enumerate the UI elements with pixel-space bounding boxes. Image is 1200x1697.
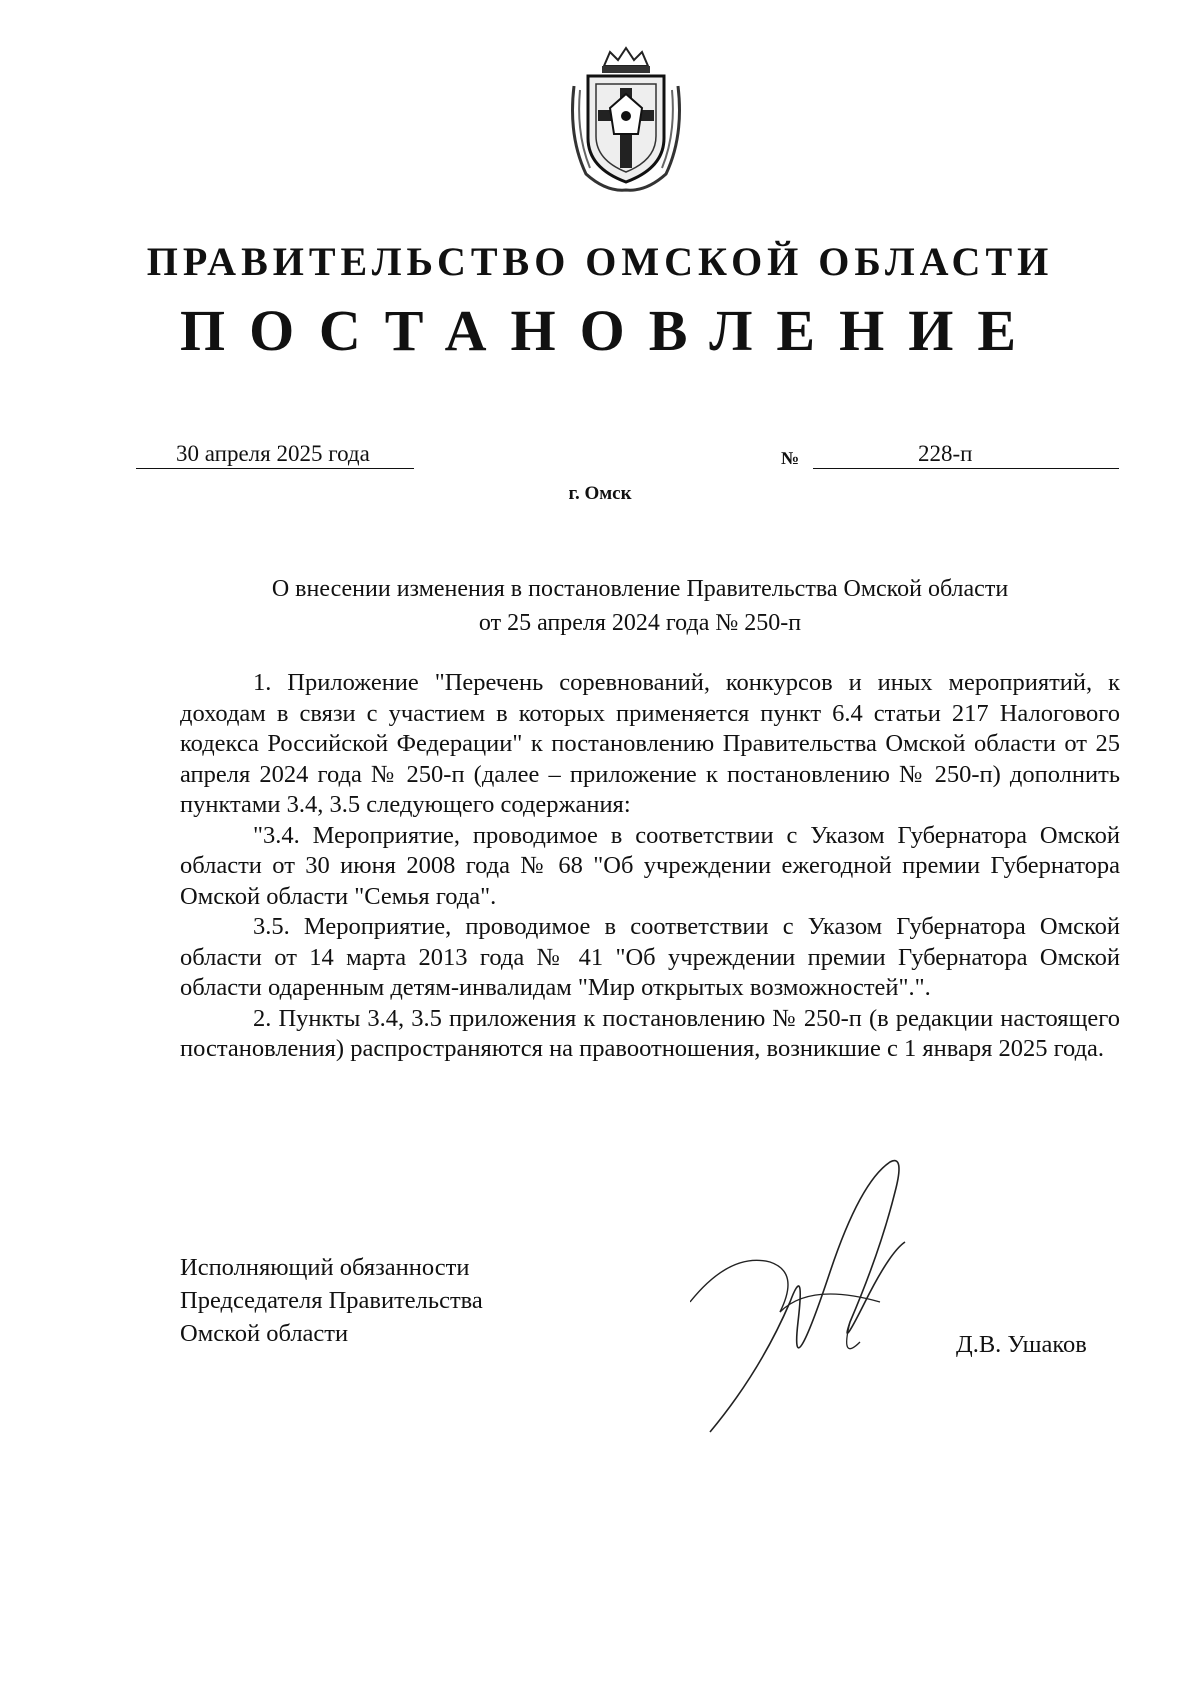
title-line-2: от 25 апреля 2024 года № 250-п: [478, 610, 802, 636]
city-label: г. Омск: [568, 483, 632, 504]
document-date: 30 апреля 2025 года: [136, 440, 414, 469]
body-paragraph: "3.4. Мероприятие, проводимое в соответствии с Указом Губернатора Омской области от 30 июня 2008 года № 68 "Об учреждении ежегодной премии Губернатора Омской области "Семья года".: [180, 821, 1120, 910]
title-line-1: О внесении изменения в постановление Правительства Омской области: [271, 576, 1009, 602]
body-paragraph: 2. Пункты 3.4, 3.5 приложения к постановлению № 250-п (в редакции настоящего постановления) распространяются на правоотношения, возникшие с 1 января 2025 года.: [180, 1004, 1120, 1062]
document-number: 228-п: [813, 440, 1119, 469]
signatory-role-line: Председателя Правительства: [180, 1287, 483, 1314]
handwritten-signature: [690, 1152, 1010, 1452]
document-title: [180, 572, 1100, 640]
body-paragraph: 1. Приложение "Перечень соревнований, конкурсов и иных мероприятий, к доходам в связи с участием в которых применяется пункт 6.4 статьи 217 Налогового кодекса Российской Федерации" к постановлению Правительства Омской области от 25 апреля 2024 года № 250-п (далее – приложение к постановлению № 250-п) дополнить пунктами 3.4, 3.5 следующего содержания:: [180, 669, 1120, 818]
body-paragraph: 3.5. Мероприятие, проводимое в соответствии с Указом Губернатора Омской области от 14 марта 2013 года № 41 "Об учреждении премии Губернатора Омской области одаренным детям-инвалидам "Мир открытых возможностей".".: [180, 913, 1120, 1001]
document-type-heading: ПОСТАНОВЛЕНИЕ: [179, 298, 1041, 363]
signatory-role-line: Исполняющий обязанности: [180, 1254, 470, 1281]
signatory-position: [180, 1251, 483, 1350]
coat-of-arms-emblem: [566, 46, 686, 192]
number-sign: №: [781, 448, 800, 468]
signatory-name: Д.В. Ушаков: [956, 1331, 1087, 1358]
document-body: [180, 668, 1120, 1065]
signatory-role-line: Омской области: [180, 1320, 349, 1347]
organization-name: ПРАВИТЕЛЬСТВО ОМСКОЙ ОБЛАСТИ: [146, 239, 1054, 284]
